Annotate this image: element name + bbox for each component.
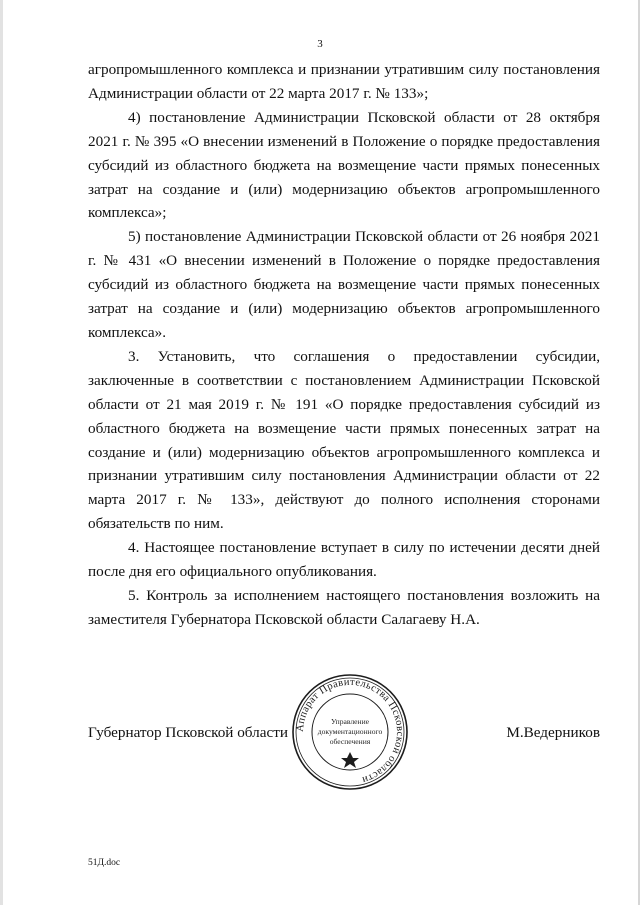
signatory-name: М.Ведерников xyxy=(506,724,600,741)
stamp-center-line-3: обеспечения xyxy=(329,737,371,746)
footer-filename: 51Д.doc xyxy=(88,858,121,868)
paragraph-continuation: агропромышленного комплекса и признании утратившим силу постановления Администрации области от 22 марта 2017 г. № 133»; xyxy=(88,61,600,102)
paragraph-clause-3: 3. Установить, что соглашения о предоставлении субсидии, заключенные в соответствии с постановлением Администрации Псковской области от 21 мая 2019 г. № 191 «О порядке предоставления субсидий из областного бюджета на возмещение части прямых понесенных затрат на создание и (или) модернизацию объектов агропромышленного комплекса и признании утратившим силу постановления Администрации области от 22 марта 2017 г. № 133», действуют до полного исполнения сторонами обязательств по ним. xyxy=(88,347,600,533)
stamp-center-line-1: Управление xyxy=(330,717,370,726)
page-number: 3 xyxy=(317,38,323,50)
star-icon xyxy=(341,752,359,768)
stamp-center-line-2: документационного xyxy=(317,727,383,736)
signatory-position: Губернатор Псковской области xyxy=(88,724,288,741)
document-body xyxy=(88,58,600,632)
scan-edge-left xyxy=(0,0,3,905)
paragraph-clause-5: 5. Контроль за исполнением настоящего постановления возложить на заместителя Губернатора Псковской области Салагаеву Н.А. xyxy=(88,586,600,628)
paragraph-item-4: 4) постановление Администрации Псковской области от 28 октября 2021 г. № 395 «О внесении изменений в Положение о порядке предоставления субсидий из областного бюджета на возмещение части прямых понесенных затрат на создание и (или) модернизацию объектов агропромышленного комплекса»; xyxy=(88,108,600,222)
paragraph-clause-4: 4. Настоящее постановление вступает в силу по истечении десяти дней после дня его официального опубликования. xyxy=(88,539,600,581)
stamp-seal-icon xyxy=(290,672,410,792)
stamp-ring-text: Аппарат Правительства Псковской области xyxy=(294,676,406,786)
paragraph-item-5: 5) постановление Администрации Псковской области от 26 ноября 2021 г. № 431 «О внесении изменений в Положение о порядке предоставления субсидий из областного бюджета на возмещение части прямых понесенных затрат на создание и (или) модернизацию объектов агропромышленного комплекса». xyxy=(88,228,600,341)
official-stamp xyxy=(290,672,410,792)
